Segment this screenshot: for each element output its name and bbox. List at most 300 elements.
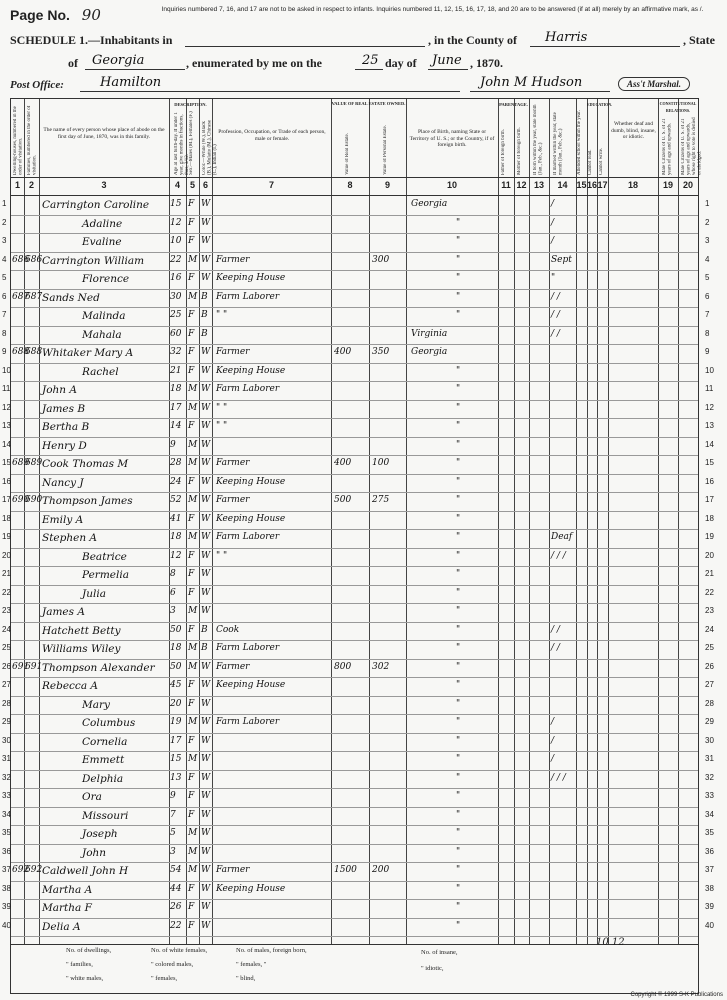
line-number: 23 — [705, 606, 714, 615]
cell-birth: " — [456, 365, 461, 376]
line-number: 25 — [2, 643, 11, 652]
cell-name: James B — [42, 402, 86, 415]
col-number: 7 — [268, 180, 274, 190]
copyright-notice: Copyright © 1999 S-K Publications — [630, 992, 723, 998]
footer-foreign-females: " females, " — [236, 961, 267, 968]
cell-fam: 686 — [25, 254, 43, 265]
cell-age: 6 — [170, 587, 176, 598]
col-header-value-estate: VALUE OF REAL ESTATE OWNED. — [331, 101, 406, 106]
cell-sex: M — [188, 846, 198, 857]
cell-fam: 690 — [25, 495, 43, 505]
cell-age: 22 — [170, 920, 182, 931]
cell-col: W — [201, 365, 211, 376]
footer-idiotic: " idiotic, — [421, 965, 444, 972]
cell-age: 12 — [170, 550, 182, 561]
row-separator — [11, 936, 698, 937]
cell-name: Caldwell John H — [42, 865, 129, 877]
cell-birth: " — [456, 495, 461, 505]
row-separator — [11, 807, 698, 808]
col-header-cannot-read: Cannot read. — [588, 149, 593, 175]
cell-birth: " — [456, 698, 461, 709]
cell-birth: Georgia — [411, 199, 448, 209]
cell-age: 44 — [170, 883, 182, 894]
cell-name: Permelia — [82, 569, 129, 581]
line-number: 18 — [2, 513, 11, 523]
col-header-born-year: If born within the year, state month (Jan., Feb., &c.) — [533, 104, 544, 175]
col-number: 16 — [587, 180, 598, 190]
cell-age: 60 — [170, 328, 182, 339]
col-header-male-citizens: Male Citizens of U. S. of 21 years of age and upwards. — [662, 118, 673, 175]
cell-sex: F — [188, 199, 195, 209]
day-label: day of — [385, 56, 417, 70]
cell-birth: " — [456, 661, 461, 672]
cell-name: Mahala — [82, 328, 122, 341]
line-number: 38 — [2, 883, 11, 893]
cell-occ: Farm Laborer — [216, 717, 280, 727]
line-number: 20 — [2, 550, 11, 560]
cell-occ: Keeping House — [216, 273, 286, 283]
cell-marks: / — [551, 236, 555, 246]
cell-occ: Keeping House — [216, 513, 286, 524]
footer-white-females: No. of white females, — [151, 947, 208, 954]
row-separator — [11, 844, 698, 845]
cell-name: Martha A — [42, 883, 93, 896]
cell-name: Malinda — [82, 310, 126, 322]
line-number: 38 — [705, 883, 714, 893]
col-header-father-foreign: Father of foreign birth. — [501, 129, 506, 175]
cell-sex: F — [188, 347, 195, 357]
cell-marks: / / — [551, 624, 560, 635]
cell-marks: / / / — [551, 550, 566, 561]
cell-birth: " — [456, 883, 461, 894]
line-number: 30 — [2, 735, 11, 745]
cell-marks: / / — [551, 310, 560, 320]
cell-age: 54 — [170, 865, 182, 875]
col-number: 11 — [501, 180, 511, 190]
line-number: 29 — [705, 717, 714, 726]
row-separator — [11, 381, 698, 382]
cell-col: W — [201, 698, 211, 709]
page-number-value: 90 — [81, 6, 101, 24]
row-separator — [11, 233, 698, 234]
line-number: 30 — [705, 735, 714, 745]
cell-sex: M — [188, 828, 198, 838]
cell-name: Cook Thomas M — [42, 458, 129, 470]
cell-col: W — [201, 402, 211, 413]
cell-sex: M — [188, 402, 198, 413]
row-separator — [11, 400, 698, 401]
cell-birth: " — [456, 828, 461, 838]
cell-name: Mary — [82, 698, 110, 711]
col-number: 20 — [682, 180, 693, 190]
cell-age: 12 — [170, 217, 182, 228]
cell-birth: " — [456, 587, 461, 598]
col-number: 6 — [202, 180, 208, 190]
col-header-constitutional: CONSTITUTIONAL RELATIONS. — [659, 101, 697, 113]
line-number: 35 — [2, 828, 11, 837]
row-separator — [11, 733, 698, 734]
footer-white-males: " white males, — [66, 975, 104, 982]
cell-pe: 200 — [372, 865, 390, 875]
cell-age: 21 — [170, 365, 182, 376]
cell-birth: " — [456, 643, 461, 653]
line-number: 15 — [2, 458, 11, 467]
cell-name: Julia — [82, 587, 106, 600]
cell-re: 400 — [334, 347, 352, 357]
col-header-deaf-blind: Whether deaf and dumb, blind, insane, or idiotic. — [611, 121, 656, 140]
cell-birth: " — [456, 846, 461, 857]
cell-sex: F — [188, 883, 195, 894]
cell-age: 28 — [170, 458, 182, 468]
day-value: 25 — [362, 53, 379, 68]
cell-col: W — [201, 421, 211, 431]
state-label: , State — [683, 33, 715, 47]
line-number: 8 — [705, 328, 710, 338]
cell-age: 18 — [170, 643, 182, 653]
row-separator — [11, 492, 698, 493]
cell-col: W — [201, 846, 211, 857]
cell-sex: M — [188, 532, 198, 542]
cell-col: W — [201, 661, 211, 672]
cell-fam: 691 — [25, 661, 43, 672]
row-separator — [11, 363, 698, 364]
row-separator — [11, 548, 698, 549]
cell-age: 26 — [170, 902, 182, 912]
row-separator — [11, 215, 698, 216]
cell-fam: 688 — [25, 347, 43, 357]
cell-marks: / — [551, 754, 555, 764]
row-separator — [11, 881, 698, 882]
row-separator — [11, 252, 698, 253]
line-number: 10 — [705, 365, 714, 375]
row-separator — [11, 770, 698, 771]
row-separator — [11, 659, 698, 660]
col-header-sex: Sex.—Males (M.), Females (F.) — [189, 111, 194, 175]
cell-birth: Virginia — [411, 328, 448, 339]
cell-birth: " — [456, 624, 461, 635]
cell-birth: " — [456, 569, 461, 579]
cell-sex: M — [188, 291, 198, 302]
cell-birth: " — [456, 310, 461, 320]
cell-age: 25 — [170, 310, 182, 320]
cell-sex: F — [188, 902, 195, 912]
cell-birth: " — [456, 402, 461, 413]
line-number: 25 — [705, 643, 714, 652]
cell-fam: 687 — [25, 291, 43, 302]
line-number: 14 — [705, 439, 714, 449]
cell-birth: " — [456, 439, 461, 450]
line-number: 7 — [2, 310, 7, 319]
cell-col: W — [201, 606, 211, 616]
cell-sex: M — [188, 384, 198, 394]
enumerated-label: , enumerated by me on the — [186, 56, 322, 70]
cell-age: 18 — [170, 384, 182, 394]
line-number: 9 — [2, 347, 7, 356]
cell-col: W — [201, 828, 211, 838]
cell-name: Columbus — [82, 717, 136, 729]
footer-foreign-males: No. of males, foreign born, — [236, 947, 307, 954]
row-separator — [11, 918, 698, 919]
state-line — [85, 69, 185, 70]
footer-females: " females, — [151, 975, 178, 982]
state-value: Georgia — [92, 53, 145, 68]
row-separator — [11, 585, 698, 586]
cell-marks: / / — [551, 291, 560, 302]
cell-age: 41 — [170, 513, 182, 524]
cell-age: 15 — [170, 754, 182, 764]
month-value: June — [432, 53, 462, 68]
cell-occ: " " — [216, 310, 228, 320]
col-header-school: Attended school within the year. — [577, 110, 582, 175]
line-number: 36 — [2, 846, 11, 856]
cell-name: Ora — [82, 791, 102, 803]
cell-col: B — [201, 624, 208, 635]
county-value: Harris — [545, 30, 588, 45]
cell-age: 5 — [170, 828, 176, 838]
cell-occ: Keeping House — [216, 883, 286, 894]
cell-col: W — [201, 439, 211, 450]
cell-age: 17 — [170, 402, 182, 413]
cell-marks: / — [551, 735, 555, 746]
col-header-vote-denied: Male Citizens of U. S. of 21 years of age and upwards, whose right to vote is denied or abridged. — [681, 117, 703, 175]
line-number: 21 — [705, 569, 714, 578]
col-number: 8 — [347, 180, 353, 190]
line-number: 27 — [705, 680, 714, 689]
row-separator — [11, 270, 698, 271]
row-separator — [11, 825, 698, 826]
row-separator — [11, 474, 698, 475]
cell-age: 3 — [170, 606, 176, 616]
cell-age: 24 — [170, 476, 182, 487]
cell-sex: M — [188, 865, 198, 875]
line-number: 16 — [2, 476, 11, 486]
row-separator — [11, 603, 698, 604]
col-number: 19 — [662, 180, 673, 190]
row-separator — [11, 640, 698, 641]
cell-pe: 100 — [372, 458, 390, 468]
cell-col: W — [201, 809, 211, 820]
line-number: 8 — [2, 328, 7, 338]
cell-col: W — [201, 883, 211, 894]
col-number: 14 — [557, 180, 568, 190]
cell-occ: Farmer — [216, 661, 250, 672]
cell-age: 16 — [170, 273, 182, 283]
cell-sex: F — [188, 513, 195, 524]
cell-occ: Farm Laborer — [216, 643, 280, 653]
line-number: 26 — [705, 661, 714, 671]
cell-name: Emily A — [42, 513, 84, 526]
cell-sex: F — [188, 217, 195, 228]
cell-col: W — [201, 458, 211, 468]
cell-birth: " — [456, 217, 461, 228]
col-header-dwelling: Dwelling-houses, numbered in the order of visitation. — [13, 106, 24, 175]
cell-col: W — [201, 532, 211, 542]
cell-birth: " — [456, 606, 461, 616]
cell-name: Delia A — [42, 920, 81, 933]
row-separator — [11, 714, 698, 715]
cell-marks: " — [551, 273, 556, 283]
line-number: 40 — [2, 920, 11, 930]
cell-birth: " — [456, 791, 461, 801]
cell-col: W — [201, 680, 211, 690]
cell-age: 50 — [170, 624, 182, 635]
cell-age: 45 — [170, 680, 182, 690]
cell-dw: 689 — [12, 458, 30, 468]
cell-sex: M — [188, 754, 198, 764]
cell-age: 7 — [170, 809, 176, 820]
cell-birth: " — [456, 476, 461, 487]
row-separator — [11, 566, 698, 567]
row-separator — [11, 696, 698, 697]
col-number: 9 — [384, 180, 390, 190]
cell-sex: M — [188, 439, 198, 450]
col-header-parentage: PARENTAGE. — [499, 102, 528, 107]
cell-age: 10 — [170, 236, 182, 246]
cell-fam: 692 — [25, 865, 43, 875]
cell-sex: F — [188, 587, 195, 598]
line-number: 35 — [705, 828, 714, 837]
line-number: 19 — [2, 532, 11, 541]
cell-name: Rebecca A — [42, 680, 98, 692]
col-header-personal-estate: Value of Personal Estate. — [383, 125, 388, 175]
cell-name: Nancy J — [42, 476, 84, 489]
line-number: 24 — [705, 624, 714, 634]
cell-sex: F — [188, 920, 195, 931]
line-number: 34 — [705, 809, 714, 819]
col-header-mother-foreign: Mother of foreign birth. — [517, 127, 522, 175]
line-number: 4 — [705, 254, 710, 264]
cell-col: W — [201, 254, 211, 265]
cell-col: W — [201, 717, 211, 727]
cell-age: 30 — [170, 291, 182, 302]
col-number: 2 — [28, 180, 34, 190]
cell-age: 13 — [170, 772, 182, 783]
cell-sex: F — [188, 236, 195, 246]
cell-age: 32 — [170, 347, 182, 357]
col-number: 4 — [174, 180, 180, 190]
line-number: 27 — [2, 680, 11, 689]
cell-sex: F — [188, 791, 195, 801]
row-separator — [11, 344, 698, 345]
cell-dw: 687 — [12, 291, 30, 302]
cell-name: Adaline — [82, 217, 123, 230]
cell-name: Henry D — [42, 439, 87, 452]
cell-name: Evaline — [82, 236, 122, 248]
cell-marks: / — [551, 217, 555, 228]
row-separator — [11, 418, 698, 419]
cell-sex: F — [188, 476, 195, 487]
line-number: 6 — [2, 291, 7, 301]
row-separator — [11, 862, 698, 863]
line-number: 37 — [705, 865, 714, 874]
row-separator — [11, 899, 698, 900]
col-number: 13 — [533, 180, 544, 190]
col-header-color: Color.—White (W.), Black (B.), Mulatto (M.), Chinese (C.), Indian (I.) — [202, 119, 218, 175]
cell-pe: 275 — [372, 495, 390, 505]
line-number: 24 — [2, 624, 11, 634]
line-number: 12 — [2, 402, 11, 412]
cell-name: John — [82, 846, 107, 859]
cell-birth: " — [456, 865, 461, 875]
day-line — [355, 69, 383, 70]
line-number: 13 — [2, 421, 11, 430]
col-number: 5 — [189, 180, 195, 190]
marshal-value: John M Hudson — [480, 75, 583, 90]
cell-sex: F — [188, 365, 195, 376]
line-number: 7 — [705, 310, 710, 319]
line-number: 11 — [2, 384, 11, 393]
footer-insane: No. of insane, — [421, 949, 458, 956]
footer-colored-males: " colored males, — [151, 961, 194, 968]
col-header-married-year: If married within the year, state month (Jan., Feb., &c.) — [553, 112, 564, 175]
cell-re: 500 — [334, 495, 352, 505]
row-separator — [11, 289, 698, 290]
cell-age: 8 — [170, 569, 176, 579]
cell-name: Missouri — [82, 809, 129, 822]
footer-blind: " blind, — [236, 975, 256, 982]
line-number: 3 — [705, 236, 710, 245]
cell-age: 9 — [170, 439, 176, 450]
cell-col: W — [201, 920, 211, 931]
col-header-birthplace: Place of Birth, naming State or Territory of U. S.; or the Country, if of foreign birth. — [409, 129, 495, 148]
place-line — [185, 46, 425, 47]
cell-sex: F — [188, 624, 195, 635]
cell-marks: / / — [551, 643, 560, 653]
cell-re: 800 — [334, 661, 352, 672]
col-number: 15 — [576, 180, 587, 190]
cell-fam: 689 — [25, 458, 43, 468]
cell-pe: 350 — [372, 347, 390, 357]
cell-age: 15 — [170, 199, 182, 209]
col-header-name: The name of every person whose place of abode on the first day of June, 1870, was in this family. — [43, 127, 165, 140]
row-separator — [11, 326, 698, 327]
cell-name: Emmett — [82, 754, 125, 766]
line-number: 6 — [705, 291, 710, 301]
line-number: 10 — [2, 365, 11, 375]
post-office-line — [80, 91, 460, 92]
post-office-value: Hamilton — [100, 75, 162, 90]
cell-birth: " — [456, 291, 461, 302]
county-label: , in the County of — [428, 33, 518, 47]
cell-col: W — [201, 865, 211, 875]
cell-name: Florence — [82, 273, 130, 285]
row-separator — [11, 751, 698, 752]
cell-dw: 688 — [12, 347, 30, 357]
cell-name: Joseph — [82, 828, 118, 840]
cell-age: 19 — [170, 717, 182, 727]
cell-marks: / — [551, 717, 555, 727]
cell-marks: / — [551, 199, 555, 209]
cell-sex: F — [188, 772, 195, 783]
cell-occ: Keeping House — [216, 476, 286, 487]
cell-name: Hatchett Betty — [42, 624, 121, 637]
cell-birth: " — [456, 384, 461, 394]
col-number: 12 — [516, 180, 527, 190]
cell-name: Beatrice — [82, 550, 127, 563]
cell-pe: 302 — [372, 661, 390, 672]
cell-birth: " — [456, 772, 461, 783]
cell-col: W — [201, 902, 211, 912]
col-header-education: EDUCATION. — [587, 102, 613, 107]
cell-birth: " — [456, 550, 461, 561]
cell-name: Thompson Alexander — [42, 661, 155, 674]
line-number: 33 — [2, 791, 11, 800]
cell-birth: " — [456, 735, 461, 746]
cell-age: 18 — [170, 532, 182, 542]
col-number: 10 — [446, 180, 457, 190]
row-separator — [11, 677, 698, 678]
line-number: 16 — [705, 476, 714, 486]
